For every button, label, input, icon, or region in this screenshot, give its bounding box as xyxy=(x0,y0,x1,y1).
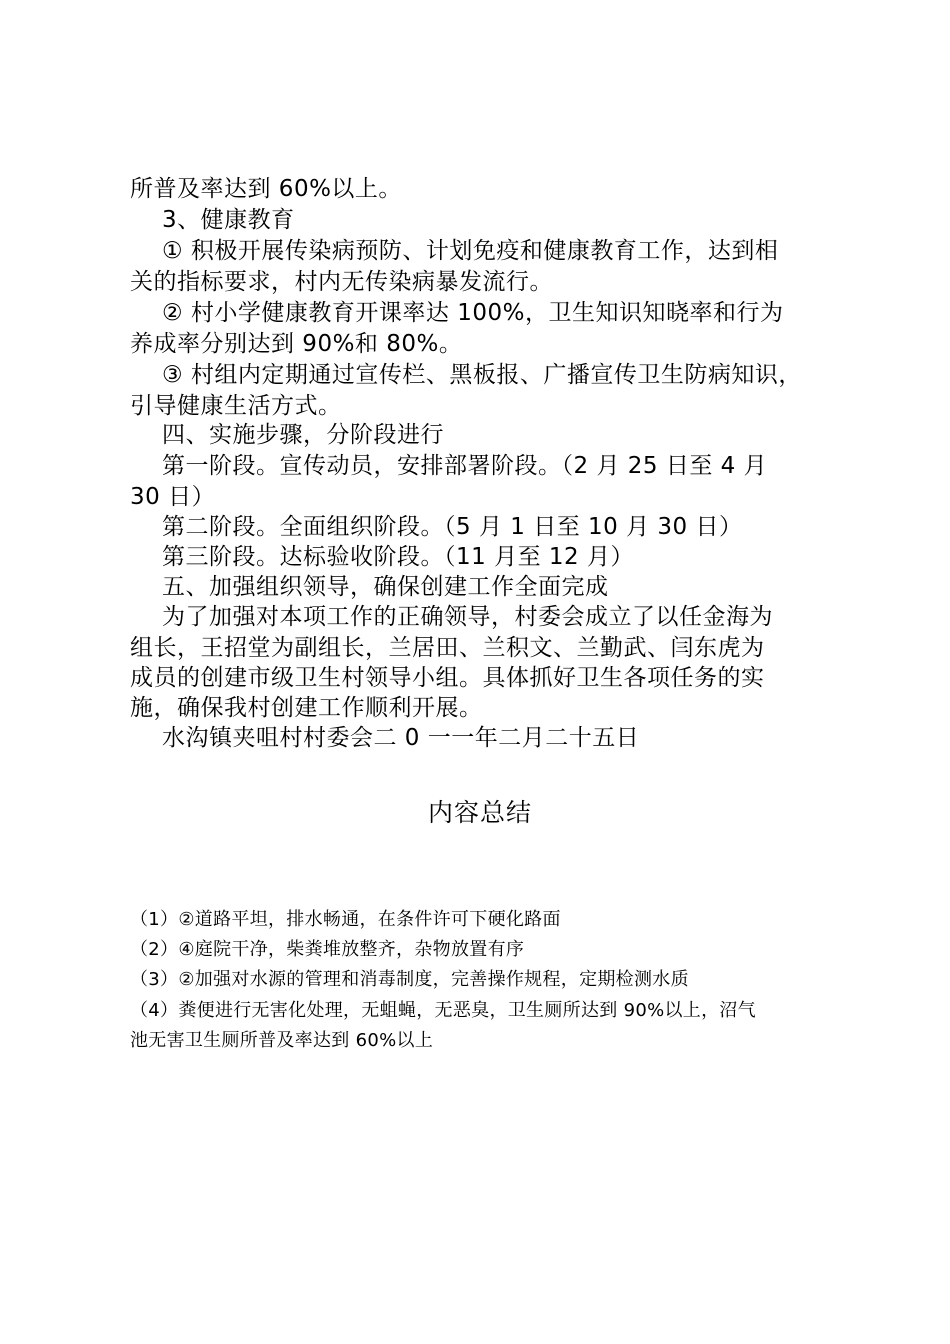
body-line-15: 为了加强对本项工作的正确领导，村委会成立了以任金海为 xyxy=(162,604,773,630)
body-line-4: 关的指标要求，村内无传染病暴发流行。 xyxy=(130,269,553,295)
body-line-phase-3: 第三阶段。达标验收阶段。（11 月至 12 月） xyxy=(162,544,634,570)
section-heading-health-education: 3、健康教育 xyxy=(162,207,295,233)
body-line-6: 养成率分别达到 90%和 80%。 xyxy=(130,331,463,357)
body-line-8: 引导健康生活方式。 xyxy=(130,393,342,419)
body-line-17: 成员的创建市级卫生村领导小组。具体抓好卫生各项任务的实 xyxy=(130,665,765,691)
summary-item-2: （2）④庭院干净，柴粪堆放整齐，杂物放置有序 xyxy=(130,939,525,960)
summary-item-4-cont: 池无害卫生厕所普及率达到 60%以上 xyxy=(130,1030,434,1051)
body-line-phase-1: 第一阶段。宣传动员，安排部署阶段。（2 月 25 日至 4 月 xyxy=(162,453,768,479)
body-line-7: ③ 村组内定期通过宣传栏、黑板报、广播宣传卫生防病知识， xyxy=(162,362,802,388)
body-line-18: 施，确保我村创建工作顺利开展。 xyxy=(130,695,483,721)
body-line-phase-1-cont: 30 日） xyxy=(130,484,216,510)
body-line-phase-2: 第二阶段。全面组织阶段。（5 月 1 日至 10 月 30 日） xyxy=(162,514,743,540)
body-line-16: 组长，王招堂为副组长，兰居田、兰积文、兰勤武、闫东虎为 xyxy=(130,635,765,661)
summary-item-1: （1）②道路平坦，排水畅通，在条件许可下硬化路面 xyxy=(130,909,561,930)
section-heading-organization: 五、加强组织领导，确保创建工作全面完成 xyxy=(162,574,609,600)
body-line-3: ① 积极开展传染病预防、计划免疫和健康教育工作，达到相 xyxy=(162,238,779,264)
summary-item-4: （4）粪便进行无害化处理，无蛆蝇，无恶臭，卫生厕所达到 90%以上，沼气 xyxy=(130,1000,756,1021)
section-heading-implementation-steps: 四、实施步骤，分阶段进行 xyxy=(162,422,444,448)
summary-title: 内容总结 xyxy=(427,798,532,827)
body-line-5: ② 村小学健康教育开课率达 100%，卫生知识知晓率和行为 xyxy=(162,300,784,326)
signature-date-line: 水沟镇夹咀村村委会二 0 一一年二月二十五日 xyxy=(162,725,640,751)
body-line-1: 所普及率达到 60%以上。 xyxy=(130,176,402,202)
summary-item-3: （3）②加强对水源的管理和消毒制度，完善操作规程，定期检测水质 xyxy=(130,969,689,990)
